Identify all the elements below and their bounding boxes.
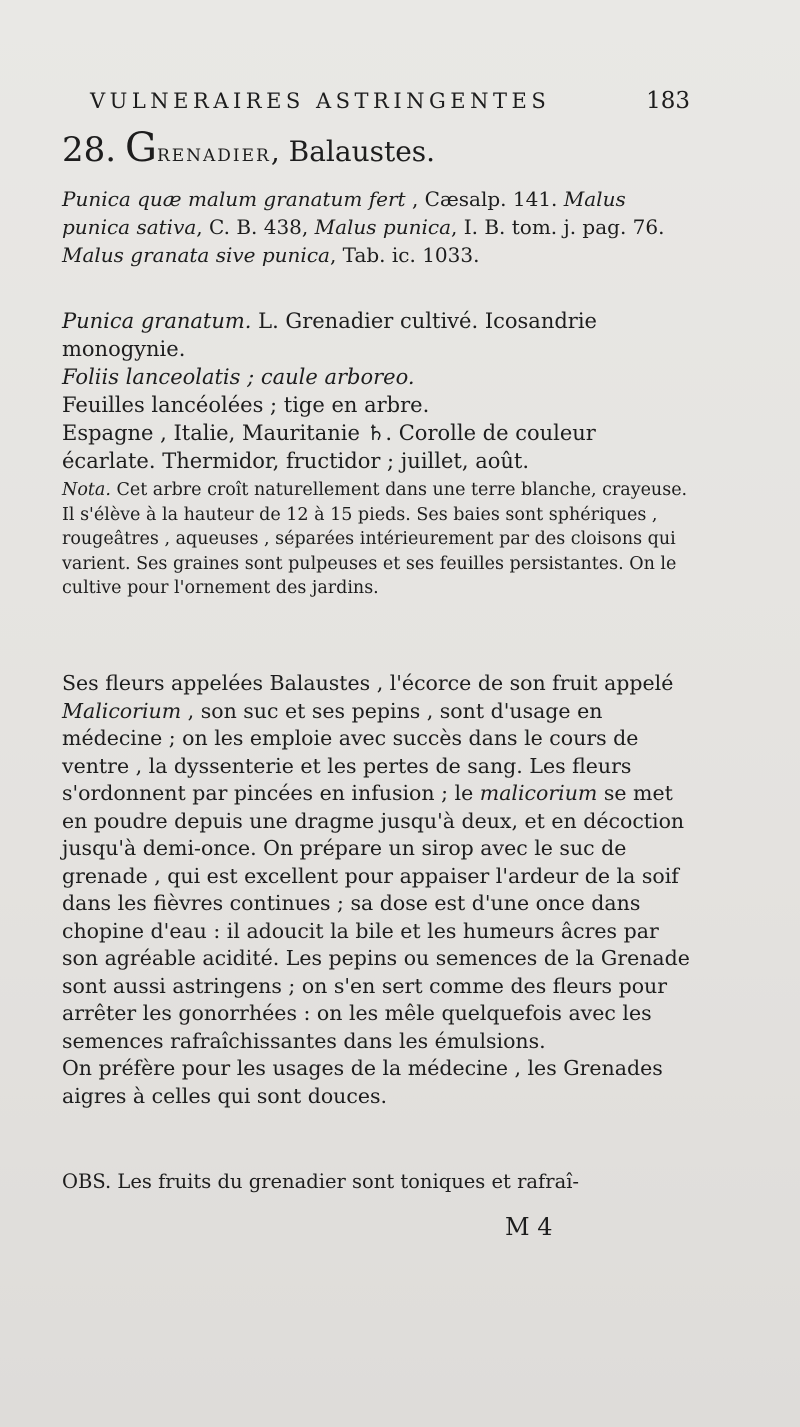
signature-mark: M 4	[505, 1213, 553, 1241]
running-title: VULNERAIRES ASTRINGENTES	[90, 89, 551, 113]
linnaean-name: Punica granatum.	[62, 309, 252, 333]
synonym-3-ref: , I. B. tom. j. pag. 76.	[451, 215, 665, 239]
entry-subtitle: , Balaustes.	[270, 135, 436, 168]
page-number: 183	[646, 88, 690, 114]
entry-title	[62, 125, 694, 176]
synonym-1-ref: , Cæsalp. 141.	[411, 187, 558, 211]
synonym-2: Malus punica sativa	[62, 187, 626, 239]
habitat-text: Espagne , Italie, Mauritanie ♄. Corolle de couleur écarlate. Thermidor, fructidor ; juillet, août.	[62, 421, 596, 473]
page-header	[90, 88, 690, 114]
diagnosis-latin: Foliis lanceolatis ; caule arboreo.	[62, 365, 415, 389]
nota-block	[62, 478, 694, 601]
synonym-2-ref: , C. B. 438,	[196, 215, 309, 239]
synonym-4-ref: , Tab. ic. 1033.	[329, 243, 480, 267]
paragraph-1c: se met en poudre depuis une dragme jusqu'à deux, et en décoction jusqu'à demi-once. On prépare un sirop avec le suc de grenade , qui est excellent pour appaiser l'ardeur de la soif dans les fièvres continues ; sa dose est d'une once dans chopine d'eau : il adoucit la bile et les humeurs âcres par son agréable acidité. Les pepins ou semences de la Grenade sont aussi astringens ; on s'en sert comme des fleurs pour arrêter les gonorrhées : on les mêle quelquefois avec les semences rafraîchissantes dans les émulsions.	[62, 781, 690, 1053]
paragraph-2: On préfère pour les usages de la médecine , les Grenades aigres à celles qui sont douces.	[62, 1056, 663, 1108]
main-text	[62, 670, 694, 1110]
term-malicorium: Malicorium	[62, 698, 182, 723]
linnaeus-block	[62, 307, 694, 475]
nota-text: Cet arbre croît naturellement dans une terre blanche, crayeuse. Il s'élève à la hauteur de 12 à 15 pieds. Ses baies sont sphériques , rougeâtres , aqueuses , séparées intérieurement par des cloisons qui varient. Ses graines sont pulpeuses et ses feuilles persistantes. On le cultive pour l'ornement des jardins.	[62, 480, 688, 598]
synonym-3: Malus punica	[314, 215, 452, 239]
obs-text: Les fruits du grenadier sont toniques et rafraî-	[117, 1170, 580, 1193]
entry-name: RENADIER	[156, 146, 271, 166]
obs-block	[62, 1168, 694, 1195]
nota-label: Nota.	[62, 480, 111, 500]
diagnosis-french: Feuilles lancéolées ; tige en arbre.	[62, 393, 430, 417]
entry-initial: G	[124, 125, 157, 171]
synonyms-block	[62, 185, 694, 269]
obs-label: OBS.	[62, 1170, 112, 1193]
synonym-1: Punica quæ malum granatum fert	[62, 187, 406, 211]
entry-number: 28.	[62, 130, 117, 170]
synonym-4: Malus granata sive punica	[62, 243, 330, 267]
linnaean-ref: L. Grenadier cultivé. Icosandrie monogynie.	[62, 309, 597, 361]
paragraph-1b: , son suc et ses pepins , sont d'usage en médecine ; on les emploie avec succès dans le cours de ventre , la dyssenterie et les pertes de sang. Les fleurs s'ordonnent par pincées en infusion ; le	[62, 698, 639, 805]
term-malicorium-2: malicorium	[479, 781, 598, 805]
paragraph-1a: Ses fleurs appelées Balaustes , l'écorce de son fruit appelé	[62, 671, 674, 695]
